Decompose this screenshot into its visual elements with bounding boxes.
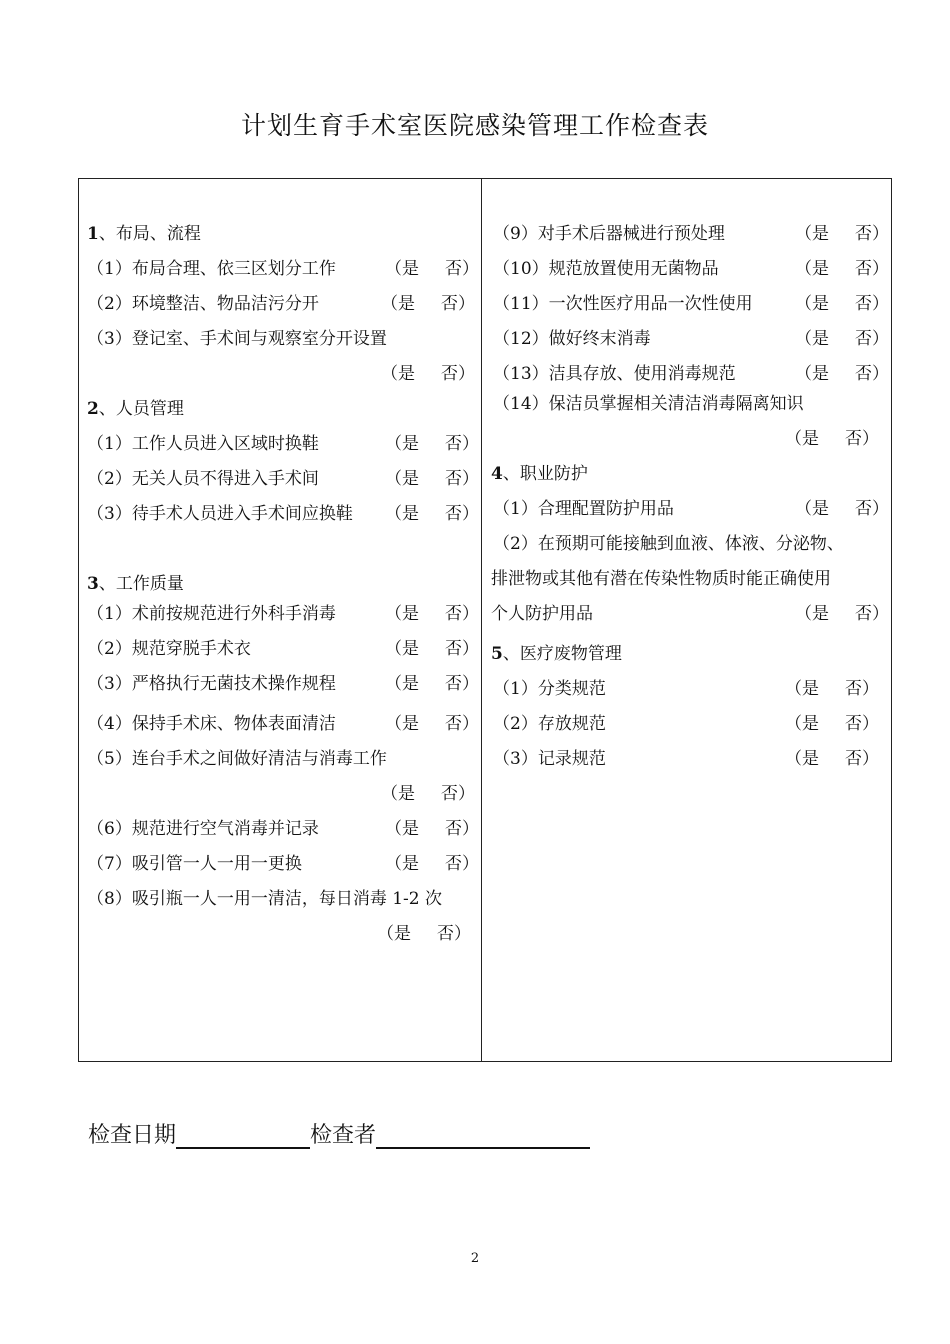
check-item: （3）记录规范 <box>493 749 606 769</box>
check-item: （1）分类规范 <box>493 679 606 699</box>
yes-no-choice[interactable]: （是 否） <box>385 639 479 659</box>
check-item: （4）保持手术床、物体表面清洁 <box>87 714 336 734</box>
yes-no-choice[interactable]: （是 否） <box>795 364 889 384</box>
check-item: （13）洁具存放、使用消毒规范 <box>493 364 736 384</box>
checklist-table <box>78 178 892 1062</box>
check-item: （2）无关人员不得进入手术间 <box>87 469 319 489</box>
date-blank[interactable] <box>176 1119 310 1149</box>
check-item: （3）待手术人员进入手术间应换鞋 <box>87 504 353 524</box>
yes-no-choice[interactable]: （是 否） <box>385 259 479 279</box>
check-item: （1）布局合理、依三区划分工作 <box>87 259 336 279</box>
column-divider <box>481 179 482 1061</box>
check-item: （12）做好终末消毒 <box>493 329 651 349</box>
check-item: （6）规范进行空气消毒并记录 <box>87 819 319 839</box>
yes-no-choice[interactable]: （是 否） <box>795 294 889 314</box>
check-item: （2）在预期可能接触到血液、体液、分泌物、 <box>493 534 844 554</box>
page-number: 2 <box>470 1251 480 1266</box>
yes-no-choice[interactable]: （是 否） <box>385 504 479 524</box>
check-item: （3）严格执行无菌技术操作规程 <box>87 674 336 694</box>
yes-no-choice[interactable]: （是 否） <box>377 924 471 944</box>
yes-no-choice[interactable]: （是 否） <box>385 604 479 624</box>
check-item: （9）对手术后器械进行预处理 <box>493 224 725 244</box>
date-label: 检查日期 <box>88 1123 177 1148</box>
check-item-continued: 个人防护用品 <box>491 604 593 624</box>
yes-no-choice[interactable]: （是 否） <box>785 679 879 699</box>
yes-no-choice[interactable]: （是 否） <box>385 714 479 734</box>
yes-no-choice[interactable]: （是 否） <box>385 819 479 839</box>
yes-no-choice[interactable]: （是 否） <box>795 499 889 519</box>
section-heading-medical-waste: 5、医疗废物管理 <box>491 644 622 664</box>
yes-no-choice[interactable]: （是 否） <box>385 434 479 454</box>
yes-no-choice[interactable]: （是 否） <box>785 429 879 449</box>
yes-no-choice[interactable]: （是 否） <box>785 714 879 734</box>
check-item: （8）吸引瓶一人一用一清洁，每日消毒 1-2 次 <box>87 889 442 909</box>
yes-no-choice[interactable]: （是 否） <box>385 469 479 489</box>
check-item-continued: 排泄物或其他有潜在传染性物质时能正确使用 <box>491 569 831 589</box>
yes-no-choice[interactable]: （是 否） <box>385 674 479 694</box>
yes-no-choice[interactable]: （是 否） <box>785 749 879 769</box>
check-item: （11）一次性医疗用品一次性使用 <box>493 294 753 314</box>
check-item: （1）工作人员进入区域时换鞋 <box>87 434 319 454</box>
yes-no-choice[interactable]: （是 否） <box>381 784 475 804</box>
check-item: （14）保洁员掌握相关清洁消毒隔离知识 <box>493 394 804 414</box>
check-item: （10）规范放置使用无菌物品 <box>493 259 719 279</box>
yes-no-choice[interactable]: （是 否） <box>381 364 475 384</box>
check-item: （5）连台手术之间做好清洁与消毒工作 <box>87 749 387 769</box>
section-heading-work-quality: 3、工作质量 <box>87 574 184 594</box>
check-item: （2）存放规范 <box>493 714 606 734</box>
check-item: （2）环境整洁、物品洁污分开 <box>87 294 319 314</box>
yes-no-choice[interactable]: （是 否） <box>795 329 889 349</box>
section-heading-staff: 2、人员管理 <box>87 399 184 419</box>
page-title: 计划生育手术室医院感染管理工作检查表 <box>240 111 709 140</box>
inspector-blank[interactable] <box>376 1119 590 1149</box>
check-item: （7）吸引管一人一用一更换 <box>87 854 302 874</box>
yes-no-choice[interactable]: （是 否） <box>795 604 889 624</box>
yes-no-choice[interactable]: （是 否） <box>795 259 889 279</box>
check-item: （2）规范穿脱手术衣 <box>87 639 251 659</box>
section-heading-occupational-protection: 4、职业防护 <box>491 464 588 484</box>
section-heading-layout: 1、布局、流程 <box>87 224 201 244</box>
yes-no-choice[interactable]: （是 否） <box>795 224 889 244</box>
signature-footer <box>88 1118 590 1149</box>
check-item: （1）合理配置防护用品 <box>493 499 674 519</box>
yes-no-choice[interactable]: （是 否） <box>385 854 479 874</box>
yes-no-choice[interactable]: （是 否） <box>381 294 475 314</box>
check-item: （1）术前按规范进行外科手消毒 <box>87 604 336 624</box>
check-item: （3）登记室、手术间与观察室分开设置 <box>87 329 387 349</box>
inspector-label: 检查者 <box>310 1123 377 1148</box>
